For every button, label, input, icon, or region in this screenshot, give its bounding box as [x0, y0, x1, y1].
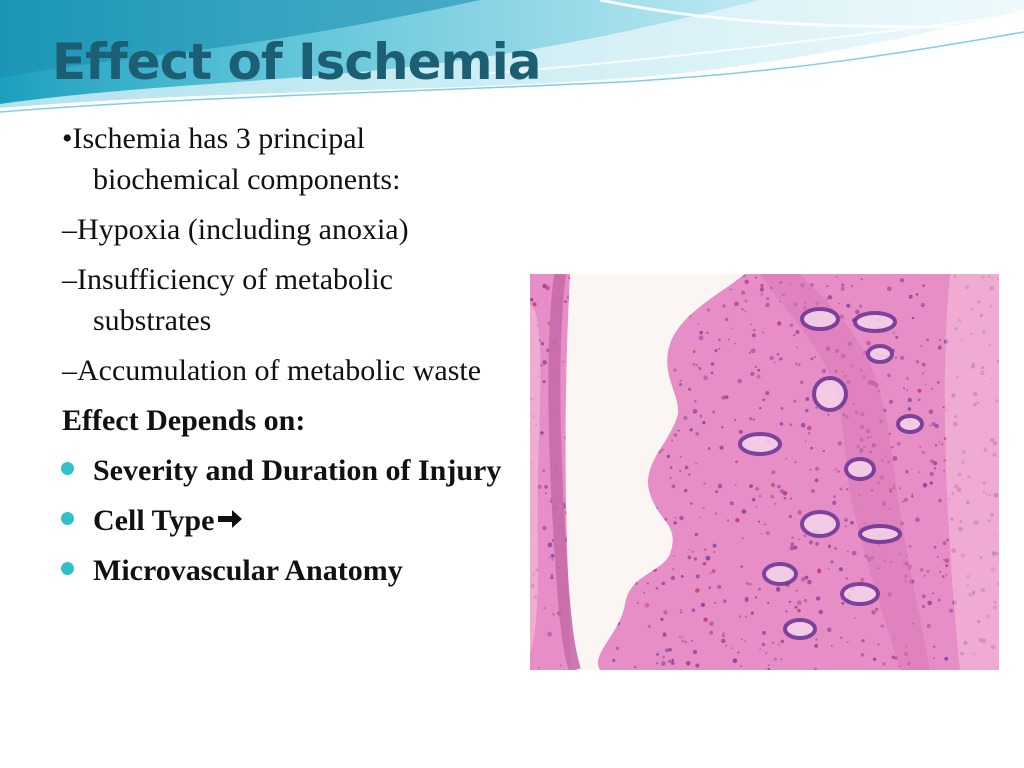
- depends-item-microvascular: [62, 550, 512, 591]
- bullet-dot-icon: [61, 512, 74, 525]
- histology-micrograph: [530, 274, 999, 670]
- depends-item-cell-type: [62, 500, 512, 541]
- slide-title: Effect of Ischemia: [52, 33, 541, 91]
- intro-item: [62, 118, 512, 200]
- slide-body: [62, 118, 512, 591]
- depends-item-label: Microvascular Anatomy: [93, 554, 403, 587]
- bullet-dot-char: •: [62, 122, 73, 155]
- sub-item-insufficiency: –Insufficiency of metabolic substrates: [62, 263, 393, 337]
- bullet-dot-icon: [61, 462, 74, 475]
- right-arrow-icon: [216, 508, 244, 530]
- depends-item-label: Severity and Duration of Injury: [93, 454, 502, 487]
- depends-heading: Effect Depends on:: [62, 404, 306, 437]
- intro-text: Ischemia has 3 principal biochemical components:: [72, 122, 401, 196]
- sub-item-hypoxia: –Hypoxia (including anoxia): [62, 213, 409, 246]
- sub-item-accumulation: –Accumulation of metabolic waste: [62, 354, 482, 387]
- bullet-dot-icon: [61, 562, 74, 575]
- depends-item-severity: [62, 450, 512, 491]
- depends-item-label: Cell Type: [93, 504, 215, 537]
